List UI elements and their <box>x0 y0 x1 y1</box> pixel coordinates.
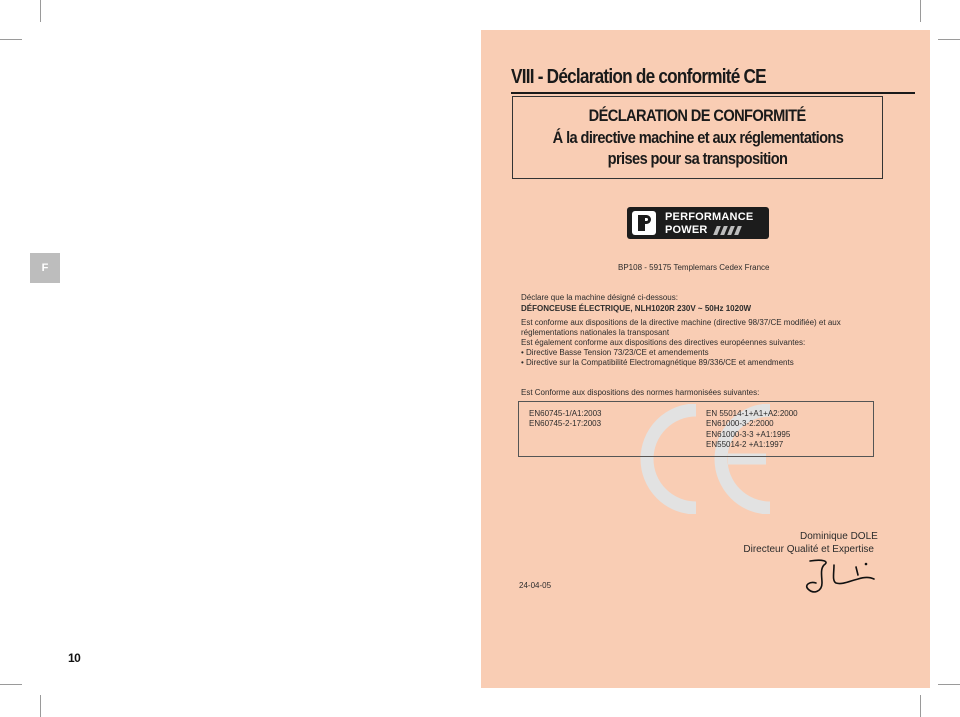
declaration-heading: DÉCLARATION DE CONFORMITÉ <box>589 106 806 125</box>
logo-text-1: PERFORMANCE <box>665 211 754 223</box>
crop-mark <box>40 695 41 717</box>
performance-power-logo <box>627 207 769 239</box>
signatory-role: Directeur Qualité et Expertise <box>743 544 874 555</box>
logo-slash <box>734 226 742 235</box>
declaration-subheading-2: prises pour sa transposition <box>607 149 788 168</box>
page-number-left: 10 <box>68 651 81 665</box>
crop-mark <box>938 684 960 685</box>
product-line: DÉFONCEUSE ÉLECTRIQUE, NLH1020R 230V ~ 50Hz 1020W <box>521 304 752 313</box>
declaration-header-box <box>512 96 883 179</box>
directive-bullet-2: • Directive sur la Compatibilité Electromagnétique 89/336/CE et amendments <box>521 358 794 367</box>
standard-right-1: EN 55014-1+A1+A2:2000 <box>706 409 798 418</box>
title-underline <box>511 92 915 94</box>
directive-bullet-1: • Directive Basse Tension 73/23/CE et amendements <box>521 348 709 357</box>
logo-p-icon <box>632 211 656 235</box>
signatory-name: Dominique DOLE <box>800 531 878 542</box>
section-title: VIII - Déclaration de conformité CE <box>511 66 766 88</box>
declaration-date: 24-04-05 <box>519 581 552 590</box>
declare-line: Déclare que la machine désigné ci-dessous: <box>521 293 678 302</box>
standard-right-4: EN55014-2 +A1:1997 <box>706 440 784 449</box>
handwritten-signature <box>800 555 880 597</box>
logo-text-2: POWER <box>665 224 708 236</box>
standard-left-2: EN60745-2-17:2003 <box>529 419 602 428</box>
crop-mark <box>920 695 921 717</box>
crop-mark <box>0 39 22 40</box>
directives-intro: Est également conforme aux dispositions des directives européennes suivantes: <box>521 338 806 347</box>
conformity-line-1: Est conforme aux dispositions de la directive machine (directive 98/37/CE modifiée) et aux <box>521 318 841 327</box>
declaration-subheading-1: Á la directive machine et aux réglementations <box>552 128 843 147</box>
crop-mark <box>920 0 921 22</box>
language-tab-left: F <box>30 253 60 283</box>
crop-mark <box>938 39 960 40</box>
standards-intro: Est Conforme aux dispositions des normes harmonisées suivantes: <box>521 388 760 397</box>
crop-mark <box>40 0 41 22</box>
company-address: BP108 - 59175 Templemars Cedex France <box>618 263 770 272</box>
standard-right-3: EN61000-3-3 +A1:1995 <box>706 430 791 439</box>
crop-mark <box>0 684 22 685</box>
standard-left-1: EN60745-1/A1:2003 <box>529 409 602 418</box>
conformity-line-2: réglementations nationales la transposant <box>521 328 670 337</box>
standard-right-2: EN61000-3-2:2000 <box>706 419 774 428</box>
